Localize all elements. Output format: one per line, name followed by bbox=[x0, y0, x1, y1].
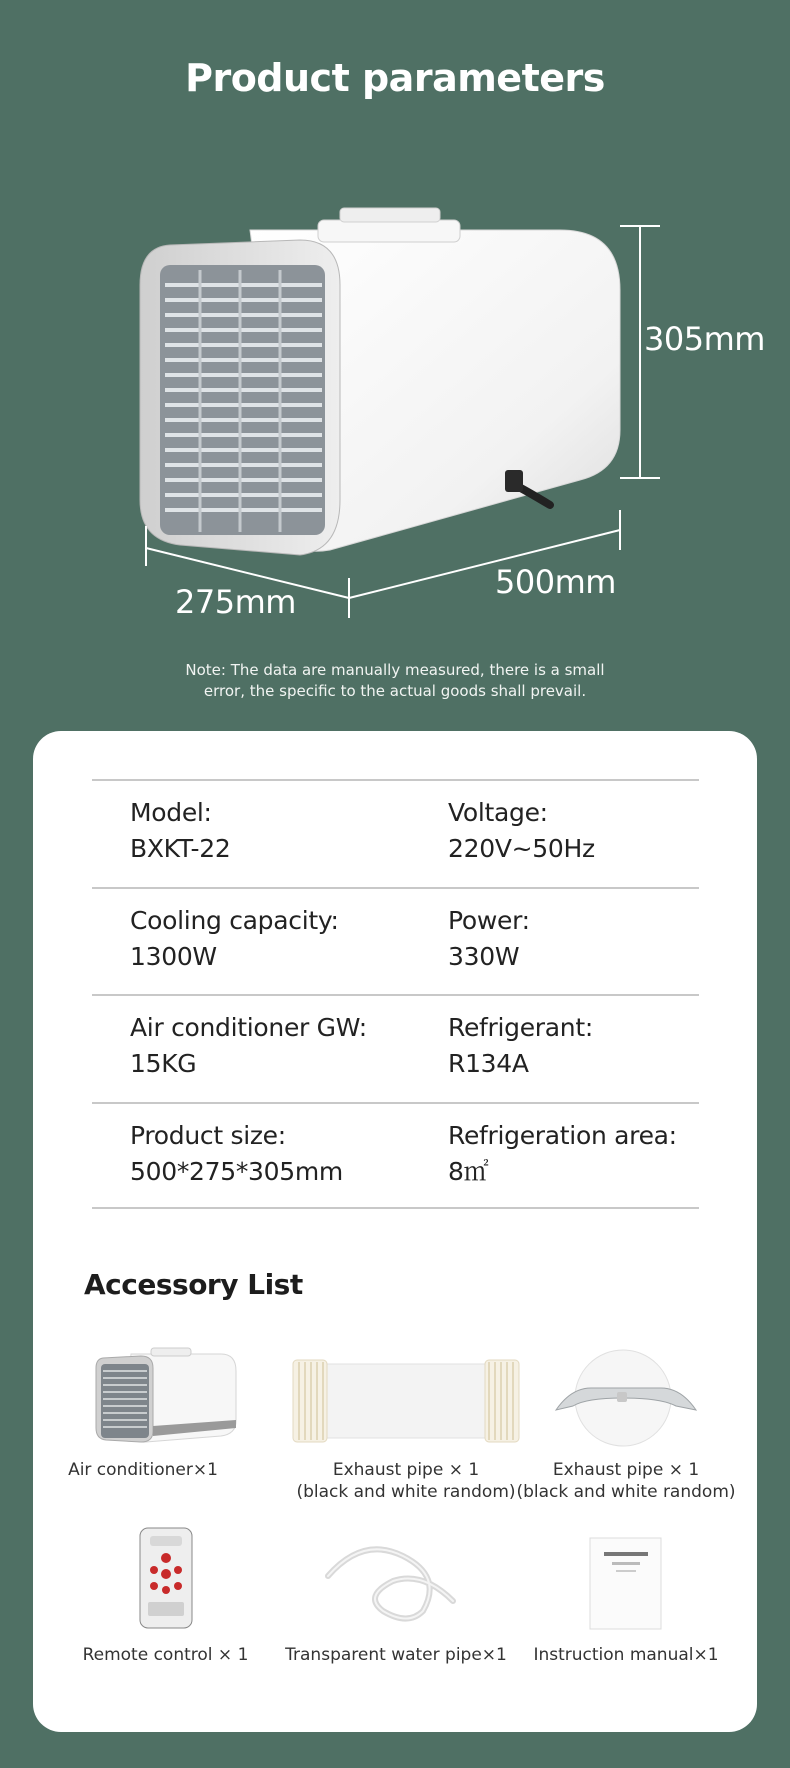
accessory-label bbox=[281, 1459, 531, 1503]
accessory-name: Exhaust pipe × 1 bbox=[332, 1460, 480, 1480]
accessory-label bbox=[33, 1459, 253, 1481]
remote-control-icon bbox=[138, 1526, 194, 1630]
spec-label: Refrigeration area: bbox=[448, 1120, 677, 1150]
spec-label: Power: bbox=[448, 905, 530, 935]
spec-value: BXKT-22 bbox=[130, 834, 231, 863]
spec-cell bbox=[130, 795, 230, 867]
air-conditioner-illustration bbox=[0, 200, 790, 630]
height-dimension-label: 305mm bbox=[644, 320, 765, 358]
accessory-name: Transparent water pipe×1 bbox=[285, 1645, 507, 1665]
spec-cell bbox=[448, 795, 595, 867]
accessory-label bbox=[516, 1644, 736, 1666]
spec-value: 15KG bbox=[130, 1049, 197, 1078]
accessory-name: Instruction manual×1 bbox=[533, 1645, 719, 1665]
accessory-name: Air conditioner×1 bbox=[68, 1460, 218, 1480]
accessory-list-title: Accessory List bbox=[84, 1268, 303, 1301]
spec-row bbox=[92, 887, 699, 995]
spec-row bbox=[92, 779, 699, 887]
spec-label: Cooling capacity: bbox=[130, 905, 339, 935]
spec-value: 330W bbox=[448, 941, 520, 971]
spec-cell bbox=[130, 1118, 343, 1190]
spec-label: Refrigerant: bbox=[448, 1013, 593, 1042]
spec-table bbox=[92, 779, 699, 1209]
accessory-name: Remote control × 1 bbox=[82, 1645, 249, 1665]
product-hero bbox=[0, 200, 790, 630]
spec-cell bbox=[130, 1010, 367, 1082]
page-title: Product parameters bbox=[185, 56, 605, 100]
spec-label: Air conditioner GW: bbox=[130, 1013, 367, 1042]
accessory-label bbox=[276, 1644, 516, 1666]
accessory-label bbox=[53, 1644, 278, 1666]
spec-cell bbox=[448, 1118, 677, 1190]
spec-cell bbox=[448, 1010, 593, 1082]
note-line-1: Note: The data are manually measured, there is a small bbox=[185, 661, 605, 679]
spec-value: 8㎡ bbox=[448, 1156, 489, 1186]
accessory-label bbox=[511, 1459, 741, 1503]
window-adapter-icon bbox=[551, 1348, 701, 1448]
spec-cell bbox=[130, 903, 339, 975]
spec-row bbox=[92, 1102, 699, 1210]
water-pipe-icon bbox=[323, 1531, 463, 1626]
accessory-name: Exhaust pipe × 1 bbox=[552, 1460, 700, 1480]
spec-value: 1300W bbox=[130, 941, 217, 971]
width-dimension-label: 500mm bbox=[495, 563, 616, 601]
spec-value: R134A bbox=[448, 1049, 529, 1078]
measurement-note bbox=[0, 660, 790, 702]
spec-row bbox=[92, 994, 699, 1102]
spec-cell bbox=[448, 903, 530, 975]
spec-card bbox=[33, 731, 757, 1732]
exhaust-pipe-icon bbox=[291, 1356, 521, 1446]
note-line-2: error, the specific to the actual goods shall prevail. bbox=[203, 682, 587, 700]
accessory-note: (black and white random) bbox=[516, 1482, 736, 1502]
spec-label: Model: bbox=[130, 798, 212, 827]
manual-icon bbox=[588, 1536, 663, 1631]
air-conditioner-icon bbox=[91, 1346, 241, 1446]
spec-label: Voltage: bbox=[448, 798, 548, 827]
accessory-note: (black and white random) bbox=[296, 1482, 516, 1502]
depth-dimension-label: 275mm bbox=[175, 583, 296, 621]
spec-value: 500*275*305mm bbox=[130, 1156, 343, 1186]
spec-label: Product size: bbox=[130, 1120, 286, 1150]
spec-value: 220V~50Hz bbox=[448, 834, 595, 863]
